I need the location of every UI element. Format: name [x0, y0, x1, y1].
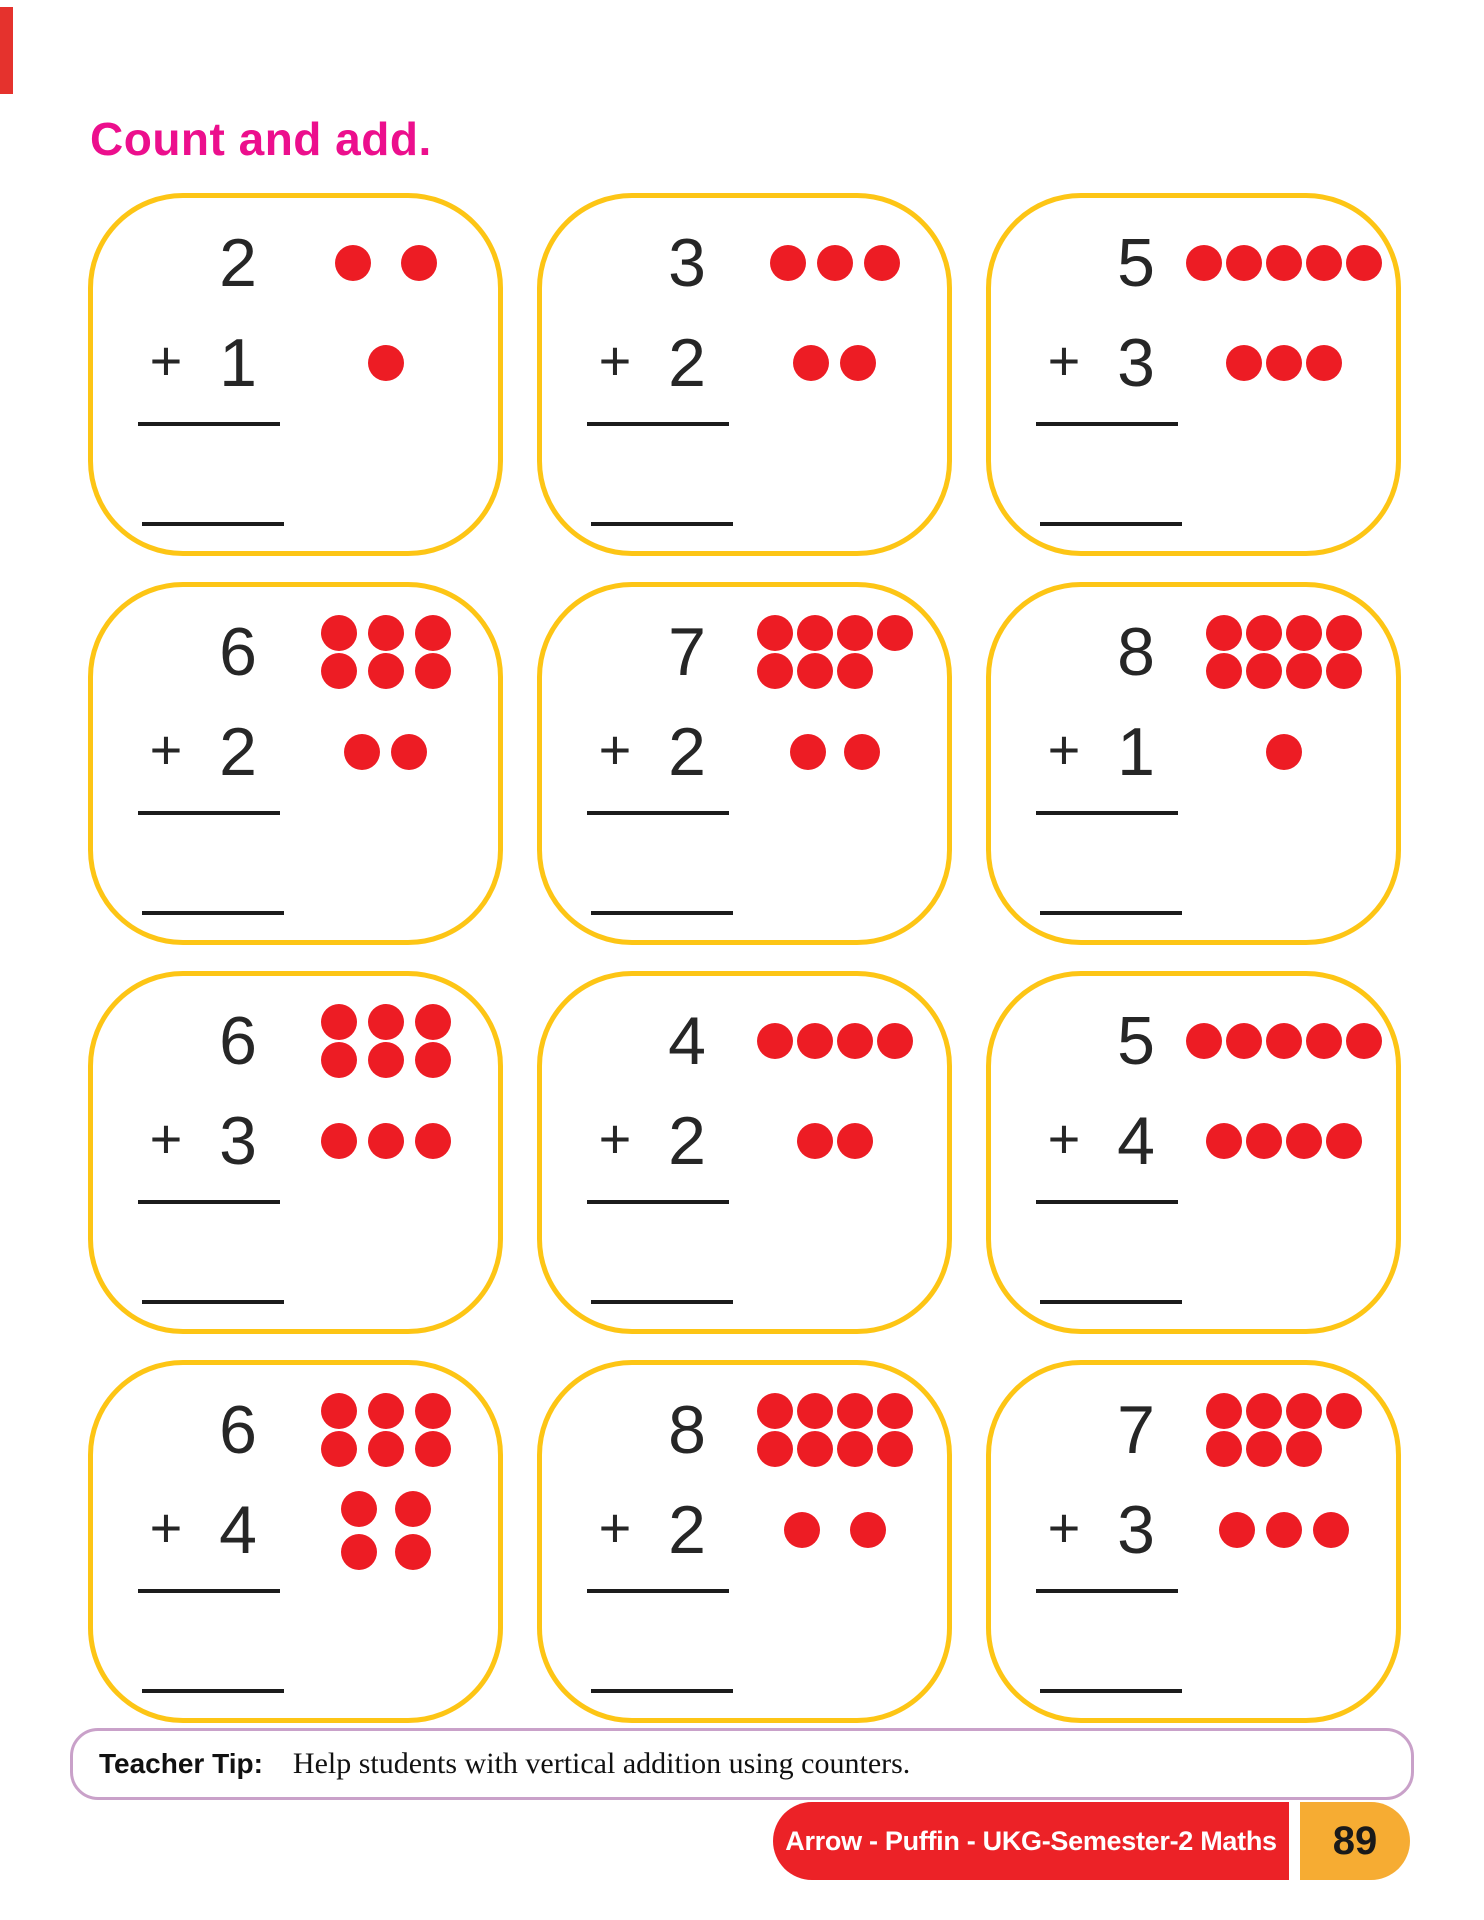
dot-row — [797, 1123, 873, 1159]
counter-dot — [877, 1431, 913, 1467]
bottom-addend-row — [542, 713, 947, 791]
dot-group — [1206, 1393, 1362, 1467]
answer-line-1 — [138, 1589, 280, 1593]
dot-group — [770, 245, 900, 281]
dot-row — [784, 1512, 886, 1548]
page-number-badge: 89 — [1300, 1802, 1410, 1880]
bottom-addend-row — [542, 1102, 947, 1180]
page-edge-mark — [0, 7, 13, 94]
counter-dot — [1346, 245, 1382, 281]
bottom-addend-row — [93, 324, 498, 402]
counter-dots-bottom — [1181, 713, 1386, 791]
dot-group — [1186, 1023, 1382, 1059]
dot-row — [757, 1393, 913, 1429]
answer-line-2 — [591, 522, 733, 526]
teacher-tip-box — [70, 1728, 1414, 1800]
dot-row — [1206, 1393, 1362, 1429]
counter-dots-bottom — [283, 324, 488, 402]
counter-dot — [837, 1431, 873, 1467]
counter-dots-top — [1181, 1391, 1386, 1469]
top-addend-row — [991, 613, 1396, 691]
counter-dot — [1326, 615, 1362, 651]
counter-dot — [1286, 653, 1322, 689]
counter-dots-top — [732, 613, 937, 691]
answer-line-2 — [1040, 911, 1182, 915]
problem-card — [88, 971, 503, 1334]
problem-card — [537, 1360, 952, 1723]
counter-dot — [1266, 245, 1302, 281]
counter-dot — [1219, 1512, 1255, 1548]
top-addend: 7 — [1117, 1392, 1155, 1468]
counter-dot — [321, 653, 357, 689]
counter-dot — [797, 1023, 833, 1059]
dot-group — [321, 1123, 451, 1159]
counter-dot — [1326, 653, 1362, 689]
counter-dot — [1246, 653, 1282, 689]
counter-dots-bottom — [732, 1102, 937, 1180]
counter-dot — [415, 653, 451, 689]
counter-dot — [368, 1431, 404, 1467]
counter-dot — [1266, 345, 1302, 381]
counter-dot — [797, 1393, 833, 1429]
counter-dot — [395, 1534, 431, 1570]
counter-dot — [1246, 1393, 1282, 1429]
counter-dot — [844, 734, 880, 770]
counter-dot — [321, 615, 357, 651]
counter-dot — [1206, 653, 1242, 689]
problem-card — [537, 582, 952, 945]
counter-dot — [1306, 245, 1342, 281]
counter-dot — [757, 1023, 793, 1059]
dot-row — [757, 1023, 913, 1059]
answer-line-1 — [1036, 1589, 1178, 1593]
counter-dot — [1286, 615, 1322, 651]
dot-row — [341, 1534, 431, 1570]
top-addend-row — [542, 613, 947, 691]
top-addend: 5 — [1117, 1003, 1155, 1079]
dot-group — [1186, 245, 1382, 281]
dot-group — [797, 1123, 873, 1159]
dot-group — [1266, 734, 1302, 770]
top-addend: 8 — [1117, 614, 1155, 690]
counter-dots-top — [732, 1391, 937, 1469]
counter-dot — [1246, 1123, 1282, 1159]
answer-line-1 — [138, 422, 280, 426]
dot-group — [757, 615, 913, 689]
counter-dots-top — [1181, 1002, 1386, 1080]
top-addend: 8 — [668, 1392, 706, 1468]
plus-sign: + — [598, 329, 632, 392]
answer-line-1 — [1036, 422, 1178, 426]
counter-dot — [1206, 1393, 1242, 1429]
dot-row — [321, 653, 451, 689]
counter-dots-bottom — [283, 1102, 488, 1180]
answer-line-1 — [587, 811, 729, 815]
counter-dot — [1286, 1393, 1322, 1429]
dot-row — [321, 615, 451, 651]
counter-dot — [368, 1004, 404, 1040]
counter-dot — [790, 734, 826, 770]
counter-dot — [344, 734, 380, 770]
top-addend: 2 — [219, 225, 257, 301]
dot-group — [321, 1004, 451, 1078]
plus-sign: + — [1047, 1107, 1081, 1170]
counter-dot — [877, 615, 913, 651]
counter-dot — [321, 1004, 357, 1040]
counter-dot — [415, 1004, 451, 1040]
answer-line-2 — [1040, 1300, 1182, 1304]
counter-dot — [757, 1393, 793, 1429]
counter-dot — [1266, 1023, 1302, 1059]
top-addend-row — [93, 1002, 498, 1080]
dot-group — [368, 345, 404, 381]
dot-row — [1266, 734, 1302, 770]
dot-row — [770, 245, 900, 281]
counter-dots-top — [1181, 224, 1386, 302]
dot-row — [321, 1004, 451, 1040]
answer-line-1 — [587, 422, 729, 426]
top-addend-row — [93, 613, 498, 691]
bottom-addend-row — [93, 1102, 498, 1180]
counter-dots-bottom — [1181, 324, 1386, 402]
counter-dot — [1266, 1512, 1302, 1548]
counter-dot — [415, 1042, 451, 1078]
dot-row — [1206, 653, 1362, 689]
counter-dot — [415, 1393, 451, 1429]
plus-sign: + — [149, 718, 183, 781]
dot-row — [368, 345, 404, 381]
bottom-addend: 3 — [219, 1103, 257, 1179]
counter-dot — [321, 1042, 357, 1078]
answer-line-1 — [587, 1589, 729, 1593]
counter-dot — [321, 1123, 357, 1159]
counter-dot — [784, 1512, 820, 1548]
dot-row — [321, 1431, 451, 1467]
plus-sign: + — [1047, 329, 1081, 392]
counter-dot — [395, 1491, 431, 1527]
counter-dots-bottom — [732, 1491, 937, 1569]
counter-dot — [877, 1023, 913, 1059]
top-addend-row — [542, 1391, 947, 1469]
answer-line-2 — [142, 1689, 284, 1693]
dot-group — [784, 1512, 886, 1548]
counter-dot — [797, 1431, 833, 1467]
dot-row — [757, 653, 873, 689]
counter-dot — [368, 1042, 404, 1078]
dot-row — [1226, 345, 1342, 381]
top-addend: 5 — [1117, 225, 1155, 301]
plus-sign: + — [1047, 1496, 1081, 1559]
counter-dot — [368, 1393, 404, 1429]
dot-row — [335, 245, 437, 281]
answer-line-2 — [142, 522, 284, 526]
plus-sign: + — [149, 1496, 183, 1559]
dot-row — [757, 615, 913, 651]
counter-dot — [1326, 1393, 1362, 1429]
answer-line-1 — [138, 811, 280, 815]
plus-sign: + — [1047, 718, 1081, 781]
counter-dot — [1313, 1512, 1349, 1548]
problem-card — [537, 971, 952, 1334]
top-addend: 7 — [668, 614, 706, 690]
counter-dot — [1186, 1023, 1222, 1059]
bottom-addend-row — [991, 1491, 1396, 1569]
top-addend: 3 — [668, 225, 706, 301]
teacher-tip-text: Help students with vertical addition using counters. — [292, 1747, 911, 1780]
counter-dot — [1286, 1431, 1322, 1467]
bottom-addend: 2 — [668, 1492, 706, 1568]
dot-row — [341, 1491, 431, 1527]
plus-sign: + — [598, 718, 632, 781]
dot-row — [1206, 615, 1362, 651]
counter-dot — [1346, 1023, 1382, 1059]
dot-group — [793, 345, 876, 381]
counter-dot — [797, 1123, 833, 1159]
counter-dot — [321, 1431, 357, 1467]
counter-dot — [837, 615, 873, 651]
bottom-addend: 4 — [219, 1492, 257, 1568]
problem-card — [88, 582, 503, 945]
answer-line-1 — [138, 1200, 280, 1204]
counter-dot — [1286, 1123, 1322, 1159]
counter-dot — [757, 615, 793, 651]
dot-group — [1226, 345, 1342, 381]
counter-dot — [850, 1512, 886, 1548]
dot-row — [1206, 1431, 1322, 1467]
dot-row — [793, 345, 876, 381]
counter-dot — [837, 653, 873, 689]
top-addend-row — [93, 224, 498, 302]
counter-dots-top — [283, 613, 488, 691]
counter-dot — [1186, 245, 1222, 281]
counter-dot — [368, 345, 404, 381]
top-addend-row — [991, 1002, 1396, 1080]
dot-row — [1206, 1123, 1362, 1159]
counter-dot — [1246, 615, 1282, 651]
problem-grid — [88, 193, 1401, 1723]
counter-dot — [1206, 1123, 1242, 1159]
counter-dot — [1306, 345, 1342, 381]
counter-dot — [1206, 615, 1242, 651]
counter-dot — [770, 245, 806, 281]
answer-line-1 — [1036, 1200, 1178, 1204]
answer-line-1 — [587, 1200, 729, 1204]
counter-dots-bottom — [732, 713, 937, 791]
problem-card — [986, 1360, 1401, 1723]
dot-row — [321, 1042, 451, 1078]
counter-dot — [757, 1431, 793, 1467]
teacher-tip-label: Teacher Tip: — [99, 1748, 263, 1779]
problem-card — [88, 193, 503, 556]
counter-dot — [1246, 1431, 1282, 1467]
problem-card — [986, 582, 1401, 945]
counter-dot — [415, 1431, 451, 1467]
counter-dot — [1326, 1123, 1362, 1159]
bottom-addend: 2 — [668, 325, 706, 401]
counter-dot — [877, 1393, 913, 1429]
counter-dot — [321, 1393, 357, 1429]
page-title: Count and add. — [90, 113, 432, 165]
counter-dot — [864, 245, 900, 281]
bottom-addend: 4 — [1117, 1103, 1155, 1179]
counter-dot — [415, 615, 451, 651]
plus-sign: + — [149, 1107, 183, 1170]
problem-card — [986, 971, 1401, 1334]
counter-dot — [341, 1491, 377, 1527]
top-addend-row — [991, 224, 1396, 302]
bottom-addend-row — [93, 713, 498, 791]
top-addend: 6 — [219, 1003, 257, 1079]
dot-row — [321, 1123, 451, 1159]
answer-line-2 — [142, 1300, 284, 1304]
problem-card — [537, 193, 952, 556]
dot-group — [1206, 1123, 1362, 1159]
top-addend-row — [93, 1391, 498, 1469]
counter-dot — [1266, 734, 1302, 770]
counter-dot — [837, 1023, 873, 1059]
counter-dot — [368, 653, 404, 689]
bottom-addend-row — [542, 1491, 947, 1569]
counter-dots-bottom — [1181, 1102, 1386, 1180]
dot-row — [321, 1393, 451, 1429]
counter-dot — [391, 734, 427, 770]
counter-dots-bottom — [283, 1491, 488, 1569]
dot-row — [1186, 1023, 1382, 1059]
counter-dot — [1206, 1431, 1242, 1467]
bottom-addend-row — [93, 1491, 498, 1569]
counter-dots-top — [1181, 613, 1386, 691]
dot-group — [321, 1393, 451, 1467]
bottom-addend-row — [991, 713, 1396, 791]
dot-group — [344, 734, 427, 770]
top-addend: 6 — [219, 614, 257, 690]
top-addend-row — [542, 224, 947, 302]
dot-group — [321, 615, 451, 689]
counter-dot — [368, 615, 404, 651]
bottom-addend: 3 — [1117, 1492, 1155, 1568]
dot-row — [344, 734, 427, 770]
counter-dots-top — [732, 1002, 937, 1080]
dot-group — [335, 245, 437, 281]
top-addend: 6 — [219, 1392, 257, 1468]
counter-dot — [1226, 345, 1262, 381]
counter-dot — [1306, 1023, 1342, 1059]
bottom-addend-row — [542, 324, 947, 402]
counter-dot — [837, 1123, 873, 1159]
counter-dot — [797, 615, 833, 651]
counter-dot — [793, 345, 829, 381]
dot-group — [790, 734, 880, 770]
counter-dot — [1226, 245, 1262, 281]
counter-dot — [797, 653, 833, 689]
top-addend-row — [542, 1002, 947, 1080]
counter-dots-top — [283, 224, 488, 302]
bottom-addend: 3 — [1117, 325, 1155, 401]
dot-row — [757, 1431, 913, 1467]
counter-dots-bottom — [1181, 1491, 1386, 1569]
bottom-addend: 2 — [668, 714, 706, 790]
bottom-addend: 1 — [219, 325, 257, 401]
counter-dots-top — [732, 224, 937, 302]
answer-line-2 — [1040, 522, 1182, 526]
counter-dot — [368, 1123, 404, 1159]
dot-row — [1186, 245, 1382, 281]
counter-dots-top — [283, 1002, 488, 1080]
bottom-addend-row — [991, 324, 1396, 402]
answer-line-2 — [1040, 1689, 1182, 1693]
dot-row — [1219, 1512, 1349, 1548]
answer-line-2 — [591, 1300, 733, 1304]
top-addend: 4 — [668, 1003, 706, 1079]
dot-row — [790, 734, 880, 770]
counter-dot — [341, 1534, 377, 1570]
bottom-addend: 2 — [219, 714, 257, 790]
problem-card — [986, 193, 1401, 556]
dot-group — [1206, 615, 1362, 689]
bottom-addend: 2 — [668, 1103, 706, 1179]
counter-dots-top — [283, 1391, 488, 1469]
plus-sign: + — [598, 1496, 632, 1559]
counter-dot — [415, 1123, 451, 1159]
answer-line-2 — [591, 911, 733, 915]
counter-dot — [335, 245, 371, 281]
counter-dot — [1226, 1023, 1262, 1059]
counter-dot — [401, 245, 437, 281]
answer-line-2 — [142, 911, 284, 915]
counter-dot — [840, 345, 876, 381]
answer-line-2 — [591, 1689, 733, 1693]
footer-banner: Arrow - Puffin - UKG-Semester-2 Maths — [773, 1802, 1289, 1880]
dot-group — [341, 1491, 431, 1570]
answer-line-1 — [1036, 811, 1178, 815]
dot-group — [757, 1023, 913, 1059]
plus-sign: + — [149, 329, 183, 392]
counter-dots-bottom — [283, 713, 488, 791]
problem-card — [88, 1360, 503, 1723]
counter-dots-bottom — [732, 324, 937, 402]
dot-group — [757, 1393, 913, 1467]
dot-group — [1219, 1512, 1349, 1548]
counter-dot — [837, 1393, 873, 1429]
bottom-addend: 1 — [1117, 714, 1155, 790]
counter-dot — [757, 653, 793, 689]
counter-dot — [817, 245, 853, 281]
top-addend-row — [991, 1391, 1396, 1469]
bottom-addend-row — [991, 1102, 1396, 1180]
plus-sign: + — [598, 1107, 632, 1170]
